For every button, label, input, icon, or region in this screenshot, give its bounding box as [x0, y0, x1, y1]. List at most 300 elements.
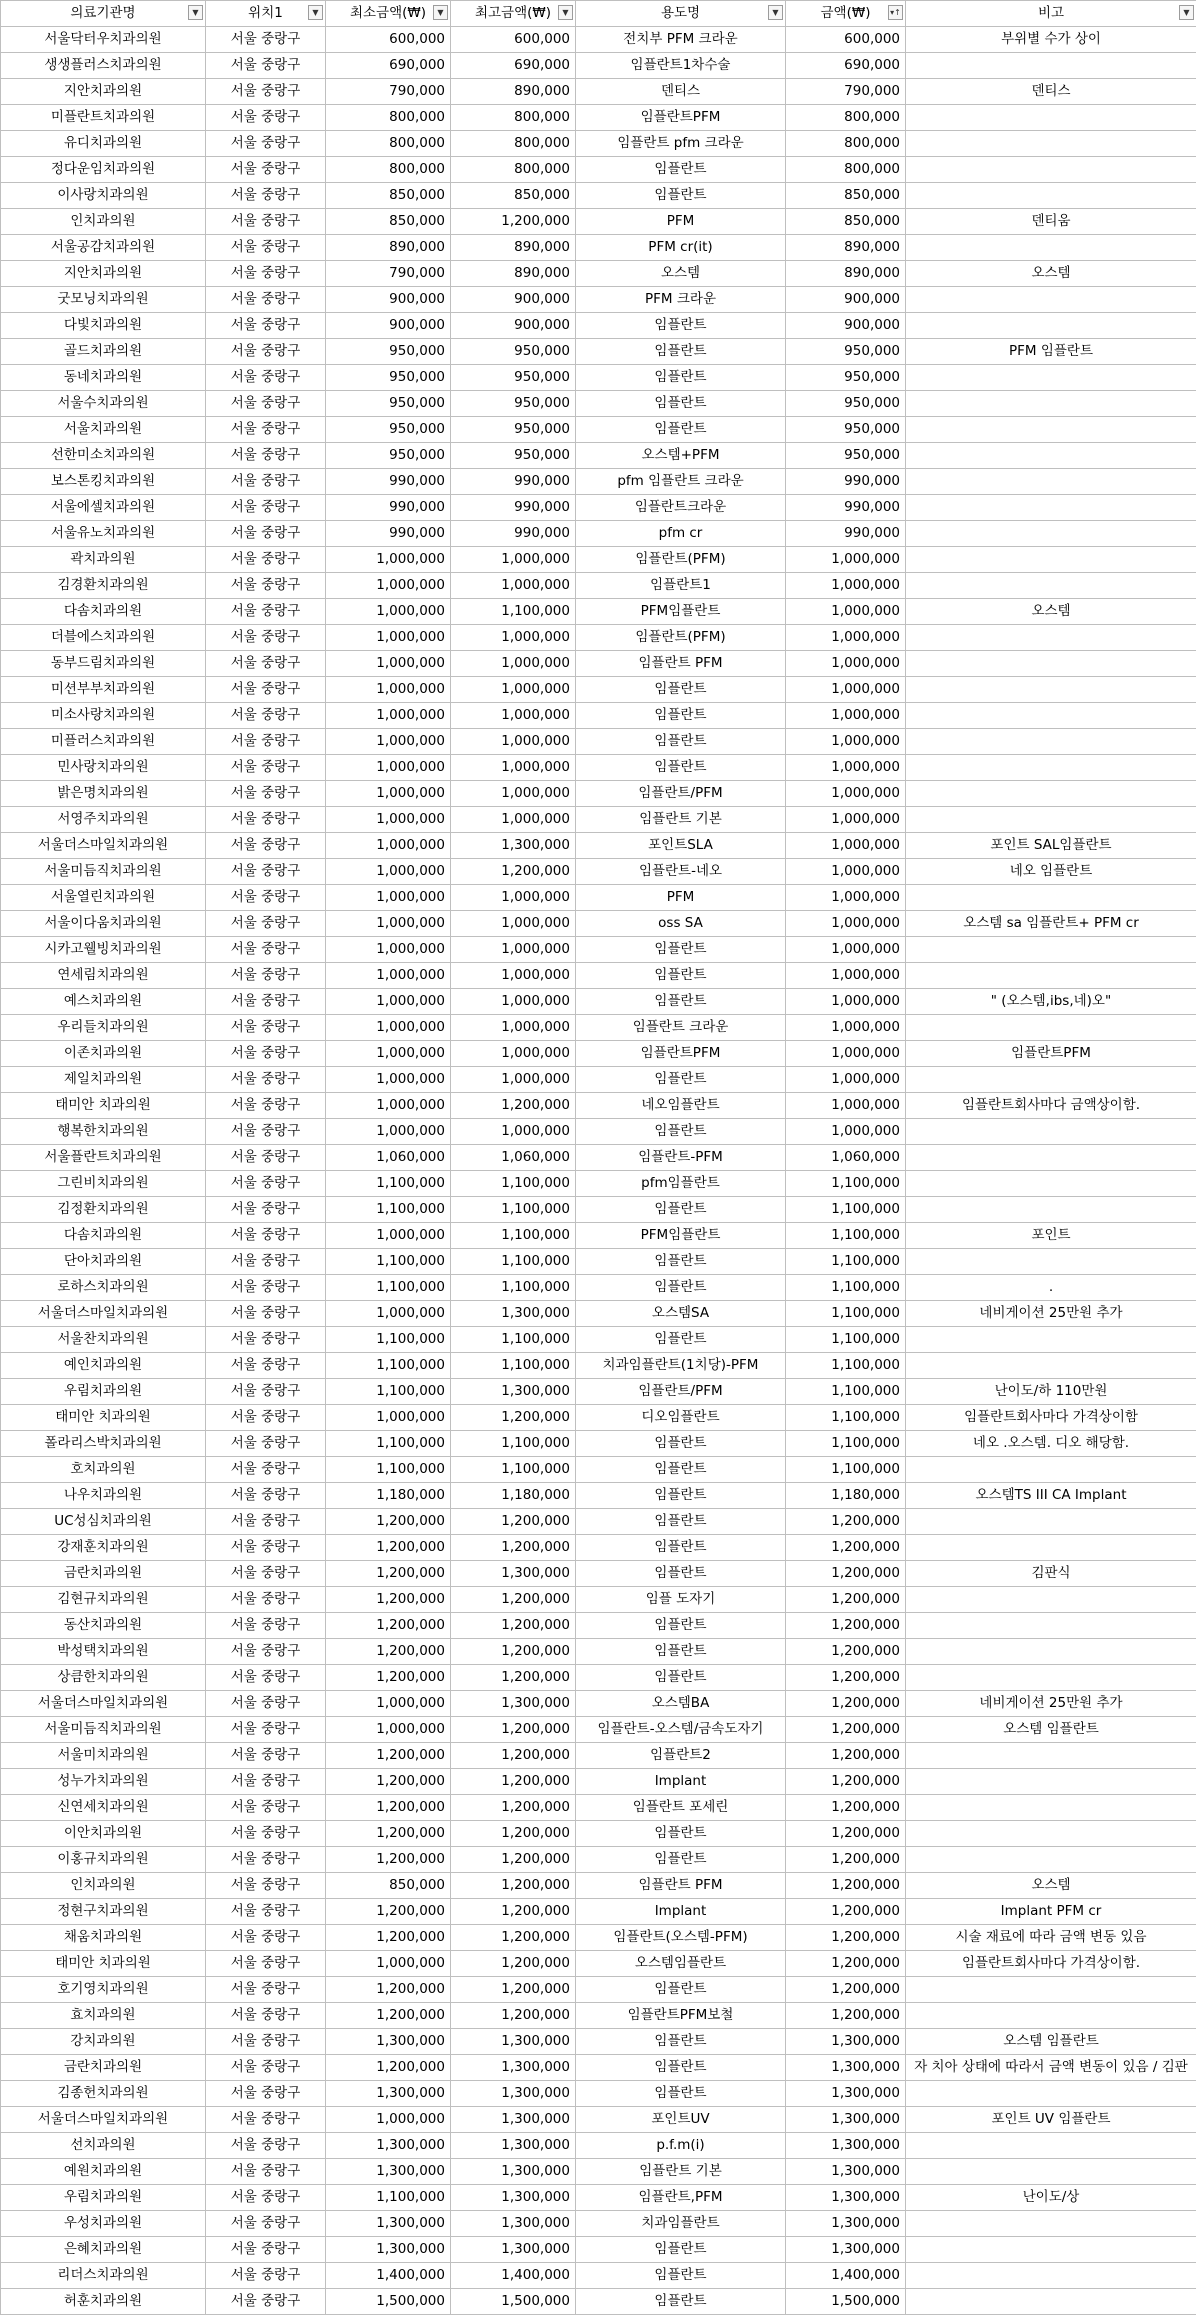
cell-min[interactable]: 1,000,000	[326, 911, 451, 937]
cell-min[interactable]: 1,000,000	[326, 963, 451, 989]
cell-amt[interactable]: 1,200,000	[786, 1925, 906, 1951]
cell-max[interactable]: 990,000	[451, 469, 576, 495]
cell-name[interactable]: 서울더스마일치과의원	[1, 1691, 206, 1717]
cell-amt[interactable]: 1,300,000	[786, 2237, 906, 2263]
cell-loc[interactable]: 서울 중랑구	[206, 937, 326, 963]
cell-loc[interactable]: 서울 중랑구	[206, 2211, 326, 2237]
cell-max[interactable]: 1,200,000	[451, 1093, 576, 1119]
cell-max[interactable]: 990,000	[451, 495, 576, 521]
cell-name[interactable]: 예인치과의원	[1, 1353, 206, 1379]
cell-name[interactable]: 김종헌치과의원	[1, 2081, 206, 2107]
cell-use[interactable]: 임플란트	[576, 755, 786, 781]
cell-use[interactable]: 임플란트	[576, 1847, 786, 1873]
cell-name[interactable]: 상큼한치과의원	[1, 1665, 206, 1691]
cell-note[interactable]	[906, 287, 1196, 313]
cell-max[interactable]: 690,000	[451, 53, 576, 79]
cell-note[interactable]	[906, 391, 1196, 417]
cell-loc[interactable]: 서울 중랑구	[206, 131, 326, 157]
cell-amt[interactable]: 950,000	[786, 417, 906, 443]
cell-loc[interactable]: 서울 중랑구	[206, 989, 326, 1015]
cell-min[interactable]: 1,100,000	[326, 1197, 451, 1223]
cell-note[interactable]: 덴티움	[906, 209, 1196, 235]
cell-note[interactable]	[906, 703, 1196, 729]
cell-amt[interactable]: 1,200,000	[786, 1691, 906, 1717]
cell-max[interactable]: 950,000	[451, 391, 576, 417]
cell-min[interactable]: 600,000	[326, 27, 451, 53]
cell-amt[interactable]: 1,200,000	[786, 1613, 906, 1639]
cell-max[interactable]: 1,000,000	[451, 677, 576, 703]
cell-min[interactable]: 1,000,000	[326, 1041, 451, 1067]
cell-name[interactable]: 태미안 치과의원	[1, 1093, 206, 1119]
cell-min[interactable]: 1,000,000	[326, 677, 451, 703]
cell-min[interactable]: 690,000	[326, 53, 451, 79]
cell-loc[interactable]: 서울 중랑구	[206, 1509, 326, 1535]
cell-loc[interactable]: 서울 중랑구	[206, 1925, 326, 1951]
cell-amt[interactable]: 1,100,000	[786, 1171, 906, 1197]
cell-use[interactable]: 포인트UV	[576, 2107, 786, 2133]
cell-min[interactable]: 850,000	[326, 183, 451, 209]
cell-name[interactable]: 다솜치과의원	[1, 599, 206, 625]
cell-min[interactable]: 1,000,000	[326, 625, 451, 651]
cell-loc[interactable]: 서울 중랑구	[206, 53, 326, 79]
cell-max[interactable]: 1,100,000	[451, 1431, 576, 1457]
cell-amt[interactable]: 1,000,000	[786, 573, 906, 599]
cell-amt[interactable]: 1,200,000	[786, 1509, 906, 1535]
cell-note[interactable]	[906, 547, 1196, 573]
cell-use[interactable]: p.f.m(i)	[576, 2133, 786, 2159]
cell-min[interactable]: 1,100,000	[326, 1457, 451, 1483]
cell-loc[interactable]: 서울 중랑구	[206, 1795, 326, 1821]
cell-use[interactable]: 임플란트/PFM	[576, 781, 786, 807]
cell-use[interactable]: 임플란트	[576, 729, 786, 755]
cell-amt[interactable]: 1,000,000	[786, 963, 906, 989]
cell-use[interactable]: 임플란트	[576, 1639, 786, 1665]
cell-loc[interactable]: 서울 중랑구	[206, 1093, 326, 1119]
cell-loc[interactable]: 서울 중랑구	[206, 339, 326, 365]
cell-loc[interactable]: 서울 중랑구	[206, 2159, 326, 2185]
cell-loc[interactable]: 서울 중랑구	[206, 391, 326, 417]
cell-note[interactable]	[906, 1015, 1196, 1041]
cell-max[interactable]: 1,200,000	[451, 1587, 576, 1613]
cell-note[interactable]	[906, 1665, 1196, 1691]
cell-name[interactable]: 동네치과의원	[1, 365, 206, 391]
cell-min[interactable]: 1,000,000	[326, 1691, 451, 1717]
cell-use[interactable]: 임플란트(오스템-PFM)	[576, 1925, 786, 1951]
cell-loc[interactable]: 서울 중랑구	[206, 1483, 326, 1509]
cell-note[interactable]: 임플란트회사마다 금액상이함.	[906, 1093, 1196, 1119]
cell-loc[interactable]: 서울 중랑구	[206, 651, 326, 677]
cell-use[interactable]: 임플란트(PFM)	[576, 547, 786, 573]
cell-use[interactable]: 임플란트	[576, 2237, 786, 2263]
cell-max[interactable]: 1,200,000	[451, 1977, 576, 2003]
cell-amt[interactable]: 1,200,000	[786, 1665, 906, 1691]
cell-min[interactable]: 1,000,000	[326, 547, 451, 573]
cell-min[interactable]: 1,300,000	[326, 2237, 451, 2263]
cell-min[interactable]: 900,000	[326, 313, 451, 339]
column-header-use[interactable]	[576, 1, 786, 27]
cell-max[interactable]: 1,200,000	[451, 1665, 576, 1691]
cell-use[interactable]: 전치부 PFM 크라운	[576, 27, 786, 53]
filter-dropdown-icon[interactable]: ▼	[1179, 5, 1194, 20]
cell-max[interactable]: 950,000	[451, 417, 576, 443]
filter-dropdown-icon[interactable]: ▼	[558, 5, 573, 20]
cell-max[interactable]: 1,000,000	[451, 937, 576, 963]
cell-note[interactable]	[906, 729, 1196, 755]
cell-use[interactable]: 네오임플란트	[576, 1093, 786, 1119]
cell-note[interactable]	[906, 1067, 1196, 1093]
cell-amt[interactable]: 1,000,000	[786, 1041, 906, 1067]
cell-max[interactable]: 990,000	[451, 521, 576, 547]
cell-min[interactable]: 850,000	[326, 209, 451, 235]
cell-use[interactable]: 임플란트	[576, 1483, 786, 1509]
cell-name[interactable]: 예스치과의원	[1, 989, 206, 1015]
cell-loc[interactable]: 서울 중랑구	[206, 1873, 326, 1899]
cell-max[interactable]: 1,300,000	[451, 2081, 576, 2107]
cell-loc[interactable]: 서울 중랑구	[206, 2263, 326, 2289]
cell-use[interactable]: 임플란트	[576, 2263, 786, 2289]
cell-note[interactable]	[906, 521, 1196, 547]
cell-loc[interactable]: 서울 중랑구	[206, 1899, 326, 1925]
cell-loc[interactable]: 서울 중랑구	[206, 469, 326, 495]
cell-name[interactable]: 서울공감치과의원	[1, 235, 206, 261]
cell-note[interactable]	[906, 781, 1196, 807]
cell-amt[interactable]: 1,400,000	[786, 2263, 906, 2289]
cell-note[interactable]	[906, 2289, 1196, 2315]
cell-use[interactable]: 임플란트	[576, 1665, 786, 1691]
cell-amt[interactable]: 1,200,000	[786, 1899, 906, 1925]
cell-amt[interactable]: 1,200,000	[786, 1717, 906, 1743]
cell-min[interactable]: 1,000,000	[326, 703, 451, 729]
filter-dropdown-icon[interactable]: ▼	[433, 5, 448, 20]
cell-min[interactable]: 1,000,000	[326, 989, 451, 1015]
cell-max[interactable]: 1,000,000	[451, 651, 576, 677]
cell-use[interactable]: pfm cr	[576, 521, 786, 547]
cell-min[interactable]: 800,000	[326, 131, 451, 157]
cell-min[interactable]: 790,000	[326, 261, 451, 287]
cell-max[interactable]: 1,200,000	[451, 859, 576, 885]
cell-amt[interactable]: 890,000	[786, 261, 906, 287]
cell-name[interactable]: 선치과의원	[1, 2133, 206, 2159]
cell-min[interactable]: 1,300,000	[326, 2029, 451, 2055]
cell-loc[interactable]: 서울 중랑구	[206, 547, 326, 573]
cell-max[interactable]: 950,000	[451, 443, 576, 469]
cell-note[interactable]	[906, 1327, 1196, 1353]
cell-amt[interactable]: 950,000	[786, 391, 906, 417]
cell-use[interactable]: 임플란트	[576, 989, 786, 1015]
cell-name[interactable]: 금란치과의원	[1, 2055, 206, 2081]
cell-name[interactable]: 시카고웰빙치과의원	[1, 937, 206, 963]
cell-use[interactable]: 디오임플란트	[576, 1405, 786, 1431]
cell-note[interactable]	[906, 1457, 1196, 1483]
cell-use[interactable]: 치과임플란트	[576, 2211, 786, 2237]
cell-max[interactable]: 1,200,000	[451, 1509, 576, 1535]
cell-min[interactable]: 1,000,000	[326, 573, 451, 599]
cell-name[interactable]: 다빛치과의원	[1, 313, 206, 339]
cell-max[interactable]: 1,200,000	[451, 1717, 576, 1743]
cell-loc[interactable]: 서울 중랑구	[206, 1379, 326, 1405]
cell-use[interactable]: 오스템	[576, 261, 786, 287]
cell-max[interactable]: 1,060,000	[451, 1145, 576, 1171]
cell-max[interactable]: 1,000,000	[451, 963, 576, 989]
cell-use[interactable]: 임플란트	[576, 417, 786, 443]
cell-max[interactable]: 1,000,000	[451, 1041, 576, 1067]
cell-min[interactable]: 1,000,000	[326, 885, 451, 911]
cell-loc[interactable]: 서울 중랑구	[206, 1249, 326, 1275]
cell-use[interactable]: 임플란트	[576, 1977, 786, 2003]
cell-name[interactable]: 김정환치과의원	[1, 1197, 206, 1223]
cell-name[interactable]: 폴라리스박치과의원	[1, 1431, 206, 1457]
cell-amt[interactable]: 1,000,000	[786, 755, 906, 781]
cell-max[interactable]: 1,200,000	[451, 209, 576, 235]
cell-max[interactable]: 1,200,000	[451, 2003, 576, 2029]
cell-amt[interactable]: 950,000	[786, 339, 906, 365]
cell-use[interactable]: PFM임플란트	[576, 1223, 786, 1249]
cell-note[interactable]	[906, 1795, 1196, 1821]
cell-amt[interactable]: 1,000,000	[786, 989, 906, 1015]
cell-max[interactable]: 1,100,000	[451, 1327, 576, 1353]
cell-min[interactable]: 1,200,000	[326, 1587, 451, 1613]
cell-note[interactable]: 부위별 수가 상이	[906, 27, 1196, 53]
cell-max[interactable]: 1,000,000	[451, 729, 576, 755]
cell-amt[interactable]: 990,000	[786, 521, 906, 547]
cell-min[interactable]: 1,000,000	[326, 2107, 451, 2133]
cell-amt[interactable]: 1,000,000	[786, 1067, 906, 1093]
cell-min[interactable]: 1,000,000	[326, 1067, 451, 1093]
cell-amt[interactable]: 1,500,000	[786, 2289, 906, 2315]
cell-loc[interactable]: 서울 중랑구	[206, 911, 326, 937]
cell-note[interactable]	[906, 2159, 1196, 2185]
cell-loc[interactable]: 서울 중랑구	[206, 1301, 326, 1327]
cell-min[interactable]: 990,000	[326, 495, 451, 521]
cell-use[interactable]: PFM	[576, 209, 786, 235]
cell-note[interactable]: 덴티스	[906, 79, 1196, 105]
cell-use[interactable]: Implant	[576, 1899, 786, 1925]
cell-use[interactable]: PFM임플란트	[576, 599, 786, 625]
cell-min[interactable]: 1,060,000	[326, 1145, 451, 1171]
cell-name[interactable]: 박성택치과의원	[1, 1639, 206, 1665]
cell-loc[interactable]: 서울 중랑구	[206, 1197, 326, 1223]
cell-min[interactable]: 1,200,000	[326, 1509, 451, 1535]
cell-note[interactable]: 네오 임플란트	[906, 859, 1196, 885]
cell-note[interactable]: " (오스템,ibs,네)오"	[906, 989, 1196, 1015]
cell-loc[interactable]: 서울 중랑구	[206, 2029, 326, 2055]
cell-note[interactable]: 오스템 임플란트	[906, 2029, 1196, 2055]
cell-loc[interactable]: 서울 중랑구	[206, 963, 326, 989]
cell-note[interactable]: 오스템 임플란트	[906, 1717, 1196, 1743]
cell-amt[interactable]: 1,000,000	[786, 651, 906, 677]
cell-loc[interactable]: 서울 중랑구	[206, 2003, 326, 2029]
cell-use[interactable]: 임플란트 PFM	[576, 1873, 786, 1899]
cell-amt[interactable]: 1,200,000	[786, 1769, 906, 1795]
cell-use[interactable]: 임플란트	[576, 2081, 786, 2107]
cell-name[interactable]: 굿모닝치과의원	[1, 287, 206, 313]
cell-amt[interactable]: 850,000	[786, 183, 906, 209]
cell-name[interactable]: 서울유노치과의원	[1, 521, 206, 547]
cell-min[interactable]: 1,100,000	[326, 1379, 451, 1405]
cell-loc[interactable]: 서울 중랑구	[206, 235, 326, 261]
cell-use[interactable]: 임플란트 PFM	[576, 651, 786, 677]
cell-loc[interactable]: 서울 중랑구	[206, 1275, 326, 1301]
cell-loc[interactable]: 서울 중랑구	[206, 1431, 326, 1457]
cell-min[interactable]: 850,000	[326, 1873, 451, 1899]
cell-amt[interactable]: 1,000,000	[786, 1093, 906, 1119]
cell-amt[interactable]: 800,000	[786, 157, 906, 183]
cell-amt[interactable]: 1,000,000	[786, 1015, 906, 1041]
cell-amt[interactable]: 1,000,000	[786, 781, 906, 807]
cell-loc[interactable]: 서울 중랑구	[206, 79, 326, 105]
cell-note[interactable]	[906, 755, 1196, 781]
cell-note[interactable]	[906, 1769, 1196, 1795]
cell-name[interactable]: 유디치과의원	[1, 131, 206, 157]
cell-note[interactable]	[906, 1613, 1196, 1639]
cell-loc[interactable]: 서울 중랑구	[206, 27, 326, 53]
cell-name[interactable]: 서울더스마일치과의원	[1, 833, 206, 859]
cell-name[interactable]: 서울더스마일치과의원	[1, 1301, 206, 1327]
cell-loc[interactable]: 서울 중랑구	[206, 599, 326, 625]
cell-loc[interactable]: 서울 중랑구	[206, 1769, 326, 1795]
cell-use[interactable]: 임플란트	[576, 2055, 786, 2081]
cell-use[interactable]: 임플란트	[576, 1535, 786, 1561]
cell-amt[interactable]: 1,300,000	[786, 2081, 906, 2107]
cell-note[interactable]	[906, 183, 1196, 209]
cell-loc[interactable]: 서울 중랑구	[206, 807, 326, 833]
cell-name[interactable]: 서울수치과의원	[1, 391, 206, 417]
cell-note[interactable]: 임플란트회사마다 가격상이함.	[906, 1951, 1196, 1977]
cell-amt[interactable]: 1,100,000	[786, 1405, 906, 1431]
cell-loc[interactable]: 서울 중랑구	[206, 209, 326, 235]
cell-min[interactable]: 1,100,000	[326, 1171, 451, 1197]
cell-loc[interactable]: 서울 중랑구	[206, 1327, 326, 1353]
cell-max[interactable]: 1,300,000	[451, 1561, 576, 1587]
cell-name[interactable]: 리더스치과의원	[1, 2263, 206, 2289]
cell-note[interactable]	[906, 105, 1196, 131]
cell-use[interactable]: pfm임플란트	[576, 1171, 786, 1197]
cell-loc[interactable]: 서울 중랑구	[206, 1691, 326, 1717]
cell-use[interactable]: 임플란트 포세린	[576, 1795, 786, 1821]
cell-note[interactable]: 포인트	[906, 1223, 1196, 1249]
cell-loc[interactable]: 서울 중랑구	[206, 2107, 326, 2133]
cell-max[interactable]: 1,100,000	[451, 1457, 576, 1483]
cell-use[interactable]: 임플란트PFM보철	[576, 2003, 786, 2029]
cell-name[interactable]: 보스톤킹치과의원	[1, 469, 206, 495]
cell-min[interactable]: 1,200,000	[326, 1977, 451, 2003]
cell-use[interactable]: 임플란트(PFM)	[576, 625, 786, 651]
cell-loc[interactable]: 서울 중랑구	[206, 287, 326, 313]
cell-use[interactable]: 임플란트1	[576, 573, 786, 599]
cell-min[interactable]: 1,300,000	[326, 2081, 451, 2107]
cell-max[interactable]: 1,000,000	[451, 703, 576, 729]
cell-note[interactable]	[906, 235, 1196, 261]
cell-max[interactable]: 1,200,000	[451, 1795, 576, 1821]
cell-use[interactable]: 임플란트	[576, 1249, 786, 1275]
cell-amt[interactable]: 1,100,000	[786, 1457, 906, 1483]
cell-amt[interactable]: 1,180,000	[786, 1483, 906, 1509]
cell-min[interactable]: 1,200,000	[326, 1613, 451, 1639]
cell-min[interactable]: 950,000	[326, 391, 451, 417]
cell-amt[interactable]: 1,300,000	[786, 2211, 906, 2237]
cell-amt[interactable]: 1,300,000	[786, 2029, 906, 2055]
cell-amt[interactable]: 1,200,000	[786, 1743, 906, 1769]
cell-name[interactable]: 서울닥터우치과의원	[1, 27, 206, 53]
cell-loc[interactable]: 서울 중랑구	[206, 313, 326, 339]
cell-use[interactable]: 임플란트크라운	[576, 495, 786, 521]
cell-min[interactable]: 800,000	[326, 157, 451, 183]
cell-name[interactable]: 밝은명치과의원	[1, 781, 206, 807]
cell-min[interactable]: 950,000	[326, 417, 451, 443]
cell-note[interactable]: 난이도/하 110만원	[906, 1379, 1196, 1405]
cell-note[interactable]	[906, 1821, 1196, 1847]
cell-note[interactable]: 오스템	[906, 599, 1196, 625]
cell-min[interactable]: 1,180,000	[326, 1483, 451, 1509]
cell-max[interactable]: 1,100,000	[451, 1353, 576, 1379]
cell-max[interactable]: 1,300,000	[451, 2133, 576, 2159]
cell-name[interactable]: 효치과의원	[1, 2003, 206, 2029]
cell-use[interactable]: PFM 크라운	[576, 287, 786, 313]
cell-loc[interactable]: 서울 중랑구	[206, 1145, 326, 1171]
cell-amt[interactable]: 600,000	[786, 27, 906, 53]
cell-note[interactable]	[906, 1977, 1196, 2003]
cell-min[interactable]: 1,100,000	[326, 1327, 451, 1353]
cell-min[interactable]: 1,200,000	[326, 1795, 451, 1821]
cell-use[interactable]: 포인트SLA	[576, 833, 786, 859]
cell-min[interactable]: 1,000,000	[326, 729, 451, 755]
cell-max[interactable]: 1,300,000	[451, 2185, 576, 2211]
cell-amt[interactable]: 1,200,000	[786, 1561, 906, 1587]
cell-max[interactable]: 1,200,000	[451, 1873, 576, 1899]
cell-note[interactable]	[906, 2237, 1196, 2263]
cell-min[interactable]: 1,200,000	[326, 1665, 451, 1691]
cell-loc[interactable]: 서울 중랑구	[206, 1639, 326, 1665]
cell-note[interactable]	[906, 963, 1196, 989]
cell-amt[interactable]: 1,200,000	[786, 1951, 906, 1977]
cell-max[interactable]: 890,000	[451, 235, 576, 261]
cell-use[interactable]: 임플란트	[576, 1561, 786, 1587]
cell-note[interactable]	[906, 2211, 1196, 2237]
cell-min[interactable]: 1,000,000	[326, 1093, 451, 1119]
cell-note[interactable]: 오스템	[906, 261, 1196, 287]
cell-max[interactable]: 1,200,000	[451, 1769, 576, 1795]
cell-max[interactable]: 1,300,000	[451, 2159, 576, 2185]
cell-max[interactable]: 1,000,000	[451, 807, 576, 833]
cell-max[interactable]: 800,000	[451, 105, 576, 131]
cell-name[interactable]: 지안치과의원	[1, 79, 206, 105]
cell-min[interactable]: 1,200,000	[326, 1899, 451, 1925]
cell-note[interactable]: 오스템TS III CA Implant	[906, 1483, 1196, 1509]
cell-use[interactable]: 임플란트	[576, 1613, 786, 1639]
filter-dropdown-icon[interactable]: ▼	[768, 5, 783, 20]
cell-use[interactable]: 임플란트	[576, 365, 786, 391]
cell-loc[interactable]: 서울 중랑구	[206, 625, 326, 651]
cell-amt[interactable]: 900,000	[786, 287, 906, 313]
cell-amt[interactable]: 1,100,000	[786, 1249, 906, 1275]
cell-loc[interactable]: 서울 중랑구	[206, 417, 326, 443]
cell-amt[interactable]: 1,000,000	[786, 703, 906, 729]
cell-name[interactable]: 서울이다움치과의원	[1, 911, 206, 937]
cell-loc[interactable]: 서울 중랑구	[206, 1041, 326, 1067]
cell-min[interactable]: 1,500,000	[326, 2289, 451, 2315]
cell-name[interactable]: 더블에스치과의원	[1, 625, 206, 651]
cell-use[interactable]: 임플란트/PFM	[576, 1379, 786, 1405]
cell-note[interactable]	[906, 365, 1196, 391]
cell-name[interactable]: 호기영치과의원	[1, 1977, 206, 2003]
cell-min[interactable]: 890,000	[326, 235, 451, 261]
cell-max[interactable]: 1,180,000	[451, 1483, 576, 1509]
cell-name[interactable]: 예원치과의원	[1, 2159, 206, 2185]
cell-min[interactable]: 950,000	[326, 443, 451, 469]
cell-note[interactable]: 포인트 UV 임플란트	[906, 2107, 1196, 2133]
cell-max[interactable]: 900,000	[451, 287, 576, 313]
cell-max[interactable]: 1,000,000	[451, 625, 576, 651]
